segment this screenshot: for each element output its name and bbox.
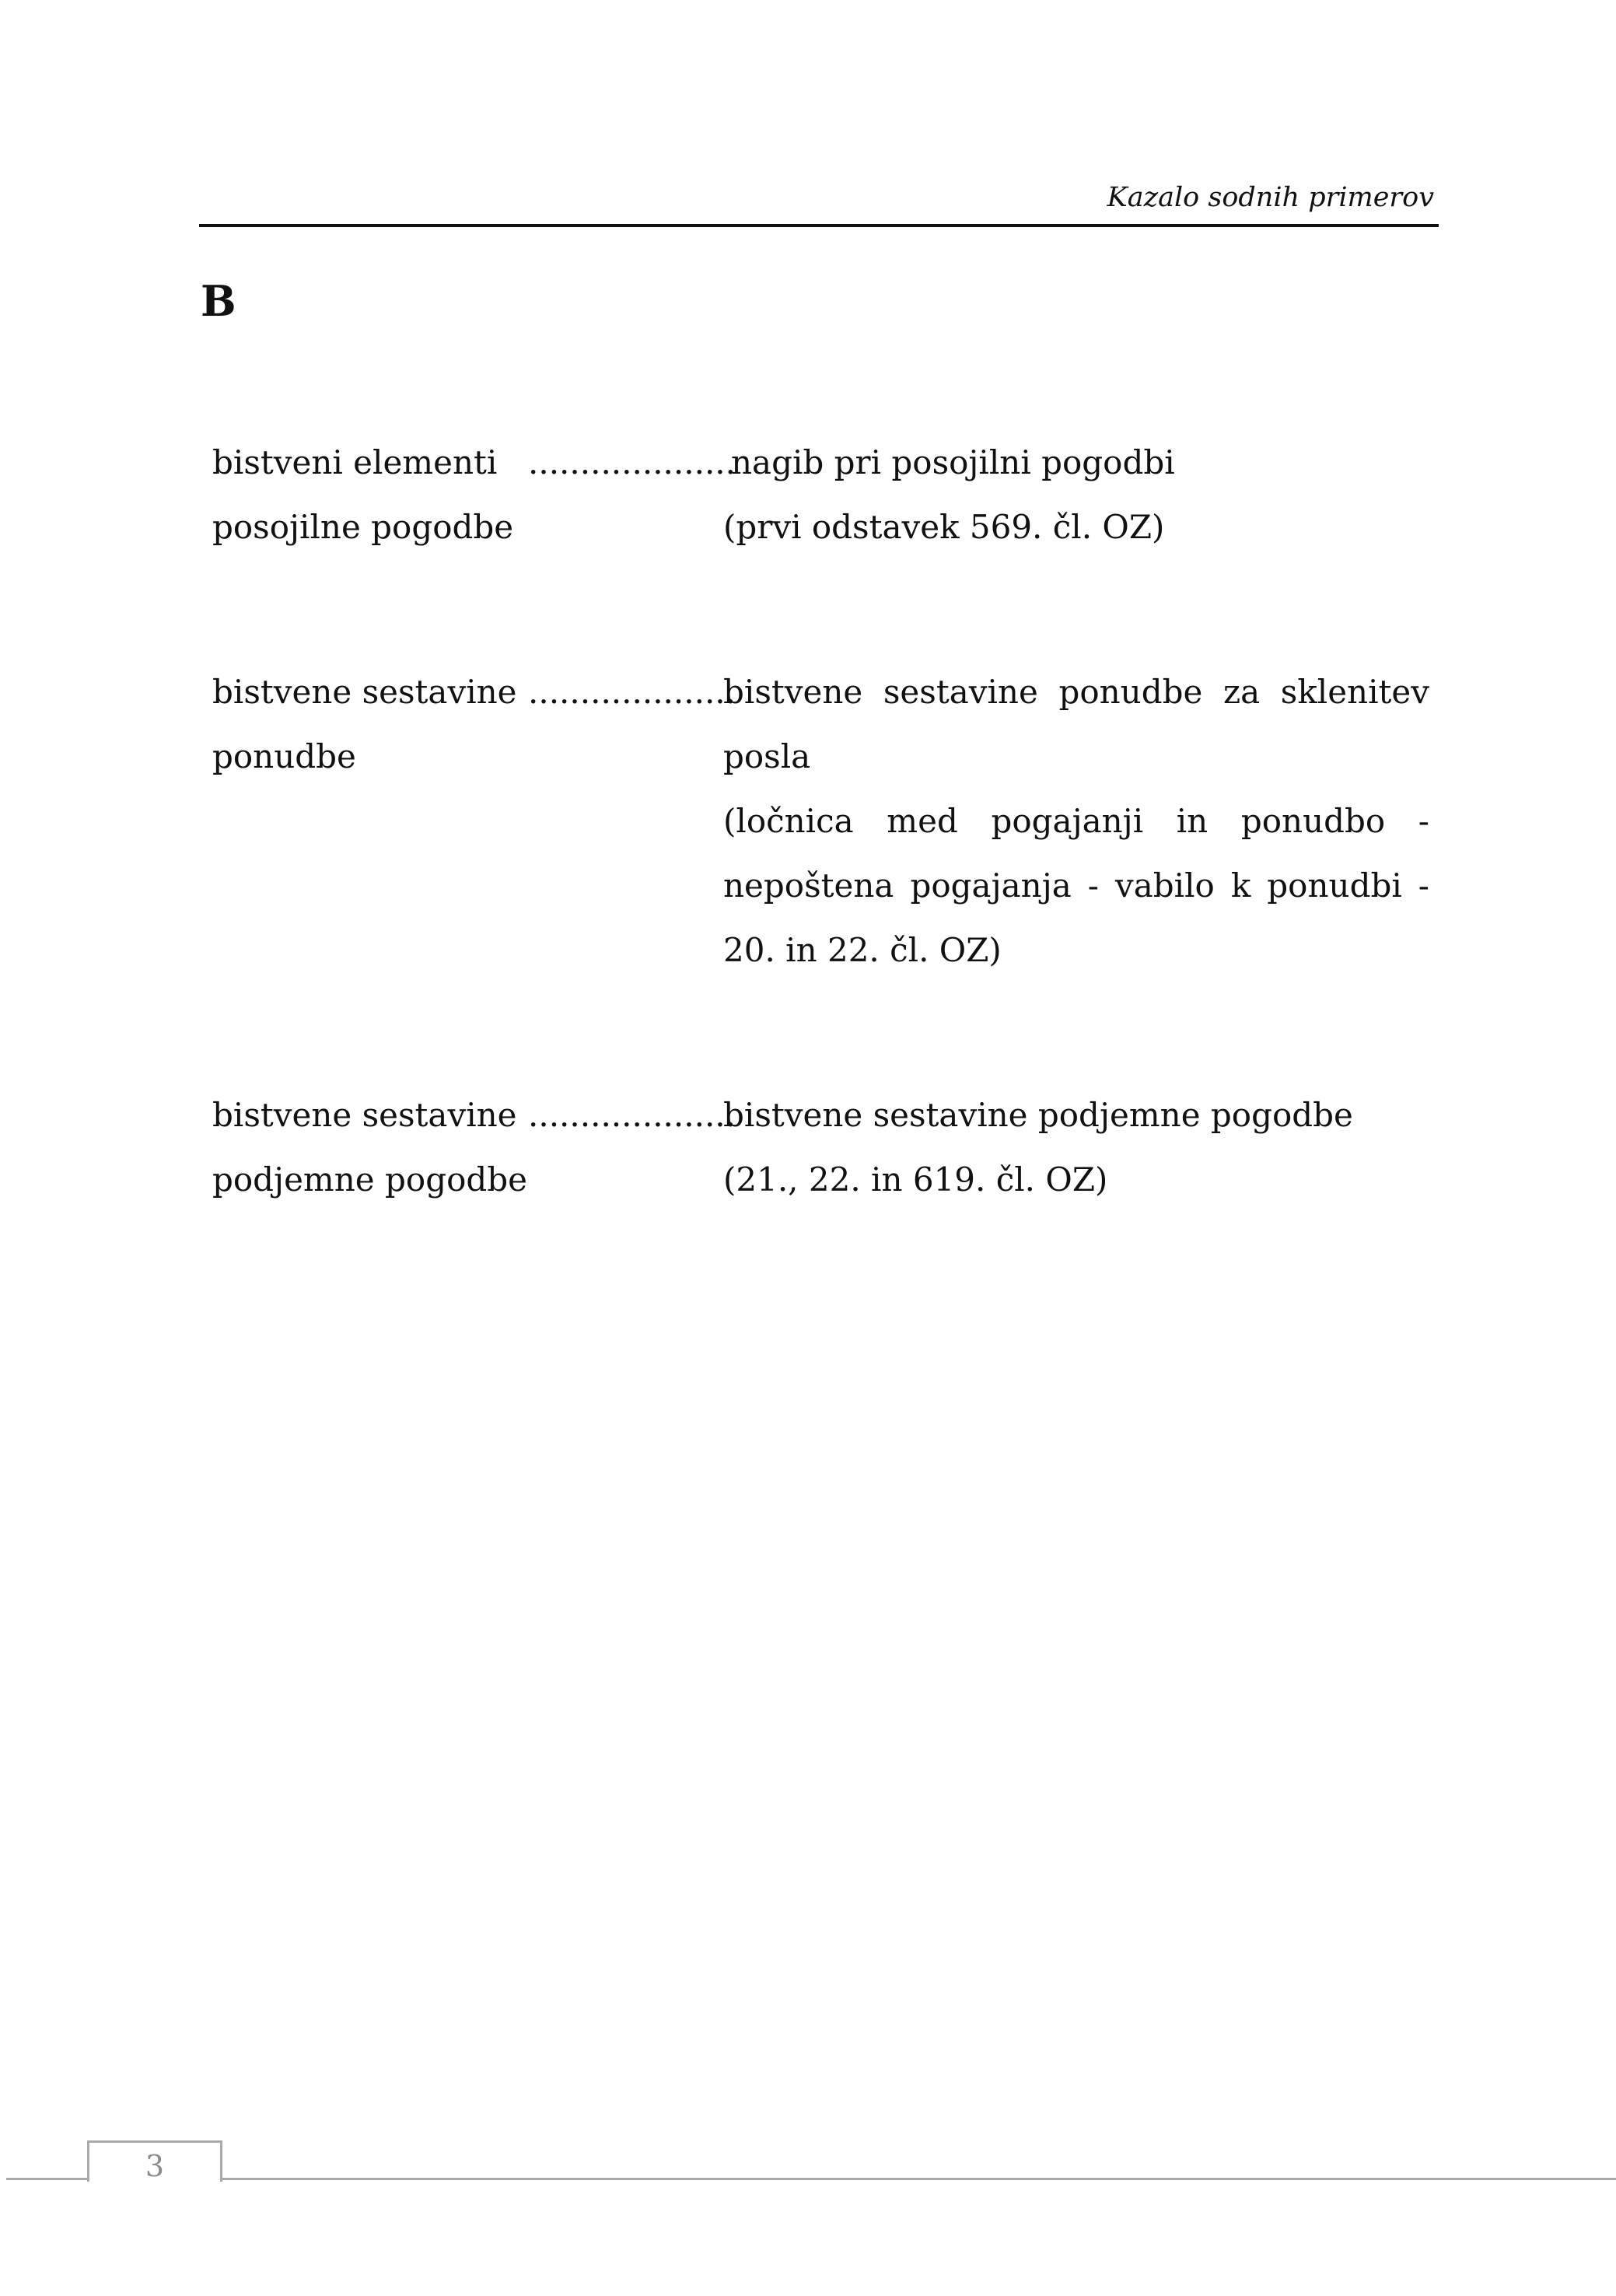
- page-number-tab: [87, 2140, 222, 2182]
- index-reference: [723, 1083, 1429, 1212]
- index-reference-line: nepoštena pogajanja - vabilo k ponudbi -: [723, 866, 1429, 905]
- index-term-line: posojilne pogodbe: [212, 508, 514, 546]
- index-reference-line: (ločnica med pogajanji in ponudbo -: [723, 802, 1429, 840]
- index-term: [212, 660, 523, 789]
- page-number: 3: [145, 2149, 165, 2183]
- index-term: [212, 1083, 527, 1212]
- index-term: [212, 430, 523, 559]
- index-reference: [723, 430, 1429, 559]
- index-term-line: podjemne pogodbe: [212, 1160, 527, 1199]
- section-letter: B: [201, 276, 236, 326]
- index-reference-line: posla: [723, 737, 811, 775]
- footer-rule: [6, 2178, 1616, 2180]
- dot-leader: ....................: [528, 1096, 736, 1134]
- index-reference-line: (prvi odstavek 569. čl. OZ): [723, 508, 1165, 546]
- index-reference-line: nagib pri posojilni pogodbi: [731, 443, 1175, 481]
- dot-leader: ....................: [528, 443, 736, 481]
- dot-leader: ....................: [528, 673, 736, 711]
- index-reference: [723, 660, 1429, 982]
- index-term-line: bistvene sestavine: [212, 673, 517, 711]
- index-term-line: ponudbe: [212, 737, 356, 775]
- index-reference-line: (21., 22. in 619. čl. OZ): [723, 1160, 1108, 1199]
- index-term-line: bistveni elementi: [212, 443, 498, 481]
- index-term-line: bistvene sestavine: [212, 1096, 517, 1134]
- index-reference-line: 20. in 22. čl. OZ): [723, 931, 1002, 969]
- running-header: [199, 177, 1439, 227]
- index-reference-line: bistvene sestavine ponudbe za sklenitev: [723, 673, 1429, 711]
- index-reference-line: bistvene sestavine podjemne pogodbe: [723, 1096, 1353, 1134]
- running-header-title: Kazalo sodnih primerov: [1107, 182, 1434, 213]
